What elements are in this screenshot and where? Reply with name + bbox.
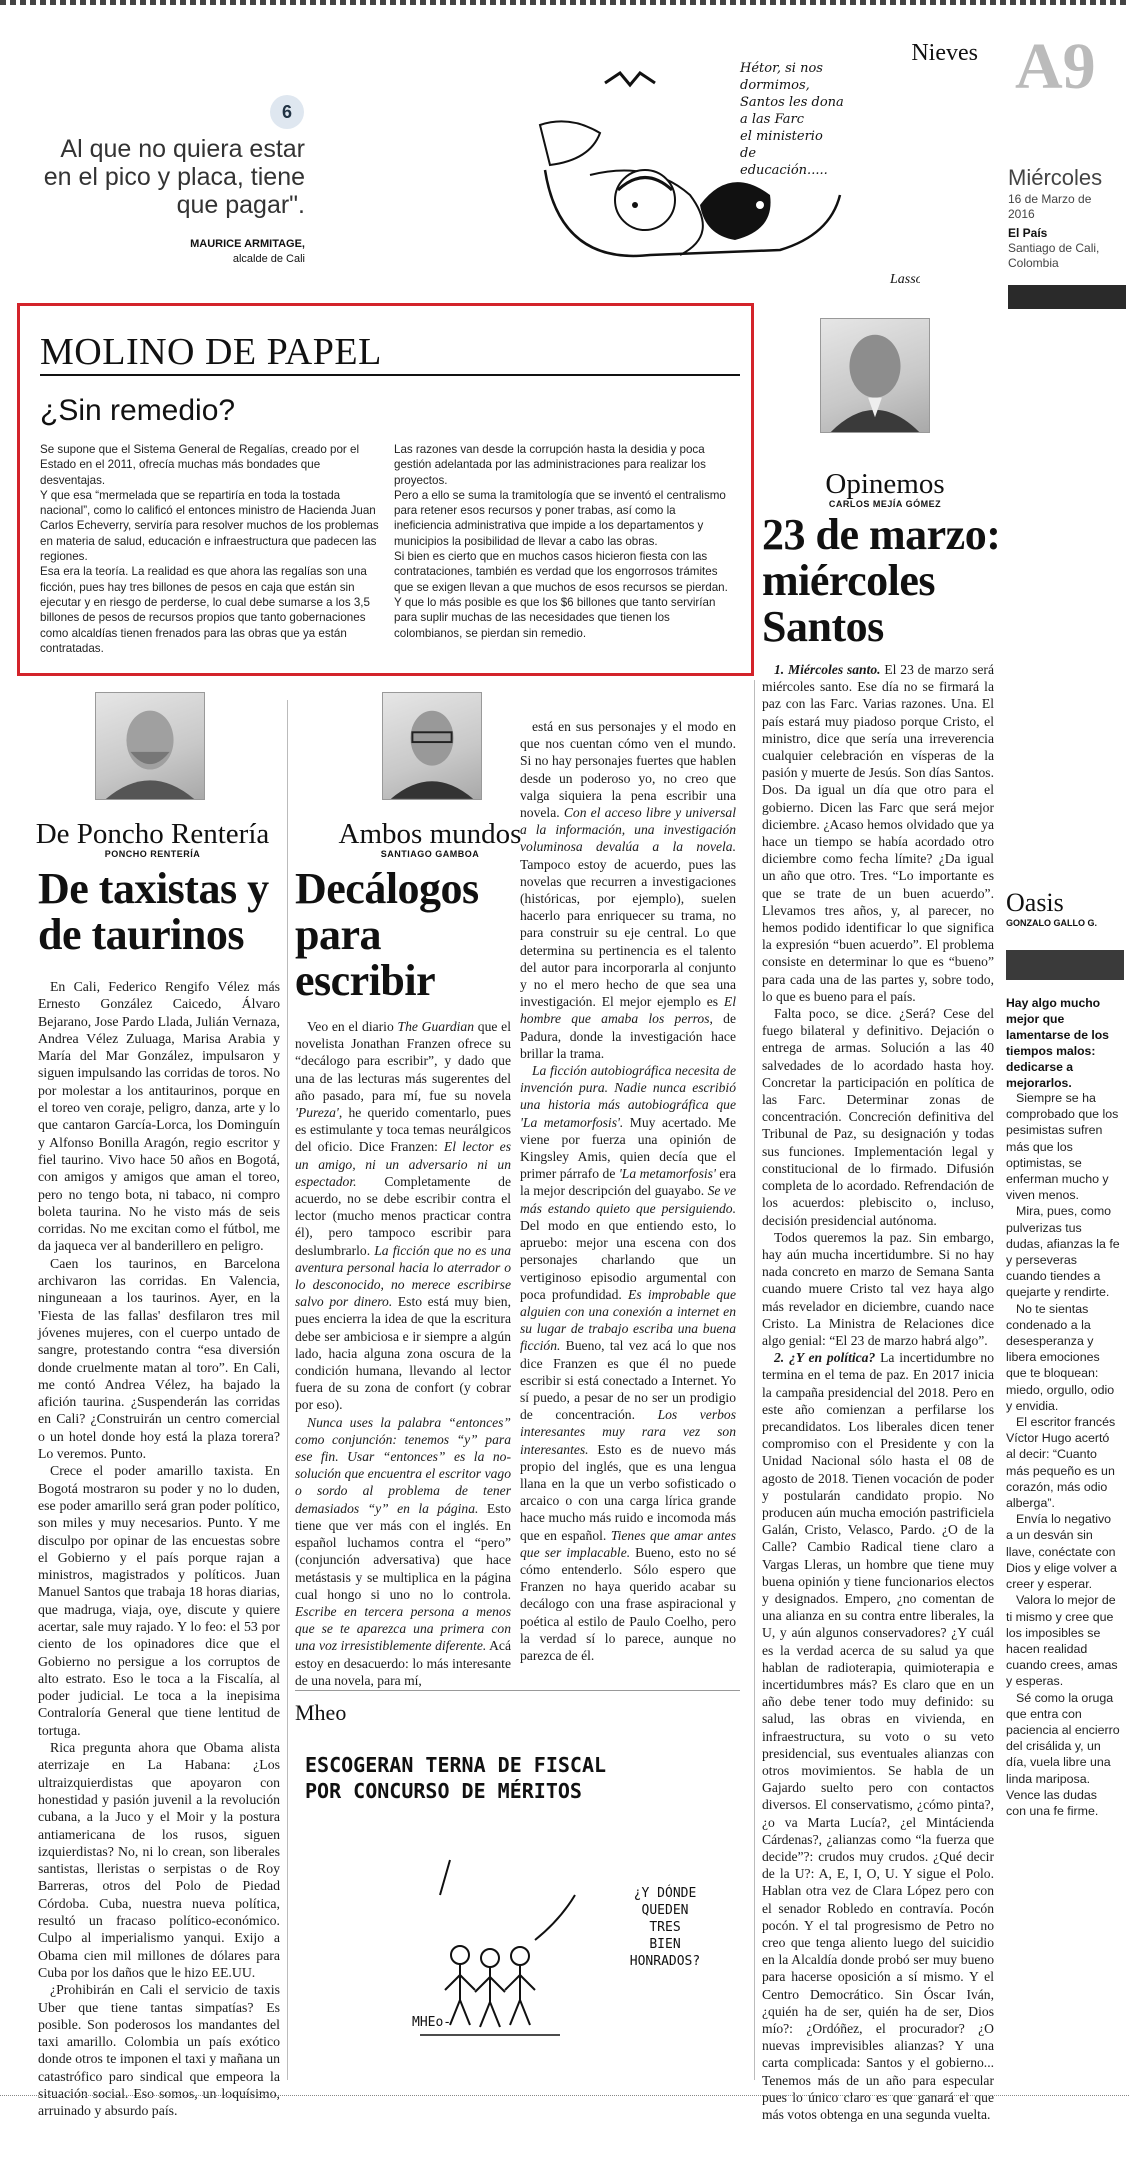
molino-paragraph: Las razones van desde la corrupción hasta la desidia y poca gestión adelantada por las administraciones para realizar los proyectos.: [394, 443, 706, 487]
masthead-bar: [1008, 285, 1126, 309]
caption-line: educación.....: [740, 163, 828, 178]
mheo-top-rule: [295, 1690, 740, 1691]
speech-line: TRES: [649, 1920, 681, 1935]
quote-number: 6: [281, 101, 292, 122]
author-photo-santiago-gamboa: [382, 692, 482, 800]
caption-line: Santos les dona: [740, 95, 844, 110]
opinemos-headline: 23 de marzo: miércoles Santos: [762, 510, 1001, 651]
molino-paragraph: Si bien es cierto que en muchos casos hicieron fiesta con las contrataciones, también es verdad que los engorrosos trámites que se exigen llevan a que muchos de esos recursos se pierdan.: [394, 550, 728, 594]
mheo-headline-line: POR CONCURSO DE MÉRITOS: [305, 1779, 582, 1803]
author-photo-poncho: [95, 692, 205, 800]
poncho-headline: De taxistas y de taurinos: [38, 864, 269, 959]
author-photo-carlos-mejia: [820, 318, 930, 433]
column-divider: [287, 700, 288, 2080]
ambos-column-a: [295, 1018, 511, 1689]
ambos-column-name: Ambos mundos: [338, 818, 522, 850]
oasis-lead: Hay algo mucho mejor que lamentarse de los tiempos malos: dedicarse a mejorarlos.: [1006, 996, 1109, 1090]
oasis-paragraph: El escritor francés Víctor Hugo acertó al decir: “Cuanto más pequeño es un corazón, más odio alberga”.: [1006, 1415, 1116, 1511]
oasis-bar: [1006, 950, 1124, 980]
ambos-paragraph: está en sus personajes y el modo en que nos cuentan cómo ven el mundo. Si no hay personajes fuertes que hablen desde un poderoso yo, no creo que valga siquiera la pena escribir una novela. Con el acceso libre y universal a la información, una investigación voluminosa devalúa a la novela. Tampoco estoy de acuerdo, pues las novelas que recurren a investigaciones (históricas, por ejemplo), suelen hacerlo para enriquecer su trama, no para construir su eje central. Lo que determina su pertinencia es el talento del autor para incorporarla al conjunto y no el mero hecho de que sea una investigación. El mejor ejemplo es El hombre que amaba los perros, de Padura, donde la investigación hace brillar la trama.: [520, 719, 736, 1061]
oasis-paragraph: Mira, pues, como pulverizas tus dudas, afianzas la fe y perseveras cuando tiendes a quejarte y rendirte.: [1006, 1204, 1120, 1300]
quote-text: Al que no quiera estar en el pico y placa, tiene que pagar".: [43, 135, 305, 219]
molino-column-1: [40, 442, 380, 656]
mheo-signature: MHEo-: [412, 2015, 452, 2030]
caption-line: a las Farc: [740, 112, 804, 127]
mheo-cartoon-headline: [305, 1752, 735, 1804]
opinemos-column-name: Opinemos: [825, 468, 945, 500]
date-full: 16 de Marzo de 2016: [1008, 192, 1092, 221]
poncho-paragraph: En Cali, Federico Rengifo Vélez más Ernesto González Caicedo, Álvaro Bejarano, Jose Pardo Llada, Julián Vernaza, Andrea Vélez Zuluaga, Marisa Arabia y María del Mar González, impulsaron y siguen impulsando las corridas de toros. No por molestar a los antitaurinos, porque en el toreo ven coraje, peligro, danza, arte y lo que cantaron García-Lorca, los Dominguín y Alfonso Bonilla Aragón, regio escritor y fiel taurino. Vivo hace 50 años en Bogotá, con amigos y amigos que aman el toreo, pero no tengo bota, ni tabaco, ni compro boleta taurina. No he visto más de seis corridas. No me excitan como el fútbol, me da jaqueca ver al banderillero en peligro.: [38, 979, 280, 1254]
speech-line: ¿Y DÓNDE: [633, 1886, 697, 1901]
column-divider: [754, 680, 755, 2080]
opinemos-paragraph: 1. Miércoles santo. El 23 de marzo será miércoles santo. Ese día no se firmará la paz con las Farc. Varias razones. Una. El país estará muy piadoso porque Cristo, el ministro, dice que sería una irreverencia cualquier celebración en vísperas de la pasión y muerte de Jesús. Son días Santos. Dos. Da igual un día que otro para el gobierno. Dicen las Farc que será mejor diciembre. ¿Acaso hemos olvidado que ya hace un tiempo se había acordado otro diciembre como fecha límite? ¿Da igual un año que otro. Tres. “Lo importante es que se trate de un buen acuerdo”. Llevamos tres años, y, al parecer, no hemos podido identificar lo que significa la expresión “buen acuerdo”. El problema consiste en determinar lo que es “bueno” para cada una de las partes y, sobre todo, lo que es bueno para el país.: [762, 662, 994, 1004]
poncho-paragraph: Crece el poder amarillo taxista. En Bogotá mostraron su poder y no lo duden, ese poder amarillo será gran poder político, son miles y muy necesarios. Punto. Y me disculpo por opinar de las encuestas sobre el Gobierno y el país porque rajan a ministros, magistrados y políticos. Juan Manuel Santos que trabaja 18 horas diarias, que madruga, viaja, oye, discute y quiere acertar, sale muy rajado. Y lo feo: el 53 por ciento de los opinadores dice que el Gobierno no persigue a los corruptos de alto estrato. Eso le toca a la Fiscalía, al poder judicial. Le toca a la inepisima Contraloría General que tiene lentitud de tortuga.: [38, 1463, 280, 1738]
oasis-author: GONZALO GALLO G.: [1006, 918, 1097, 928]
ambos-paragraph: Nunca uses la palabra “entonces” como conjunción: tenemos “y” para ese fin. Usar “entonces” es la no-solución que encuentra el escritor vago o sordo al problema de tener demasiados “y” en la página. Esto tiene que ver más con el inglés. En español luchamos contra el “pero” (conjunción adversativa) que hace metástasis y se multiplica en la página cual hongo si uno no lo controla. Escribe en tercera persona a menos que se te aparezca una primera con una voz irresistiblemente diferente. Acá estoy en desacuerdo: lo más interesante de una novela, para mí,: [295, 1414, 511, 1688]
molino-paragraph: Pero a ello se suma la tramitología que se inventó el centralismo para retener esos recursos y poner trabas, así como la ineficiencia administrativa que impide a los departamentos y municipios la posibilidad de llevar a cabo las obras.: [394, 488, 726, 548]
oasis-paragraph: Valora lo mejor de ti mismo y cree que los imposibles se hacen realidad cuando crees, amas y esperas.: [1006, 1593, 1118, 1689]
mheo-headline-line: ESCOGERAN TERNA DE FISCAL: [305, 1753, 607, 1777]
ambos-author: SANTIAGO GAMBOA: [380, 849, 480, 859]
speech-line: HONRADOS?: [629, 1954, 701, 1969]
speech-line: BIEN: [649, 1937, 681, 1952]
opinemos-paragraph: Falta poco, se dice. ¿Será? Cese del fuego bilateral y definitivo. Dejación o entrega de armas. Solución a las 40 salvedades de lo acordado hasta hoy. Concretar la participación en política de las Farc. Determinar zonas de concentración. Concreción definitiva del Tribunal de Paz, su designación y todas sus funciones. Implementación legal y constitucional de lo firmado. Difusión completa de lo acordado. Refrendación de los acuerdos: plebiscito o, incluso, decisión presidencial autónoma.: [762, 1006, 994, 1228]
poncho-body: [38, 978, 280, 2120]
mheo-section-title: Mheo: [295, 1700, 347, 1725]
molino-paragraph: Se supone que el Sistema General de Regalías, creado por el Estado en el 2011, ofrecía muchas más bondades que desventajas.: [40, 443, 360, 487]
caption-line: Hétor, si nos: [740, 61, 823, 76]
top-cartoon-caption: [740, 60, 900, 179]
poncho-paragraph: Caen los taurinos, en Barcelona archivaron las corridas. En Valencia, ninguneaan a los taurinos. Ayer, en la 'Fiesta de las fallas' desfilaron tres mil jóvenes mujeres, con el cuerpo untado de sangre, protestando contra “esa diversión donde cruelmente matan al toro”. En Cali, me contó Andrea Vélez, ha bajado la afición taurina. ¿Suspenderán las corridas en Cali? ¿Construirán un centro comercial o un hotel donde hoy está la plaza torera? Lo veremos. Punto.: [38, 1255, 280, 1462]
oasis-body: [1006, 1090, 1120, 1819]
molino-section-title: MOLINO DE PAPEL: [40, 331, 382, 373]
mheo-cartoon-drawing: [400, 1840, 610, 2040]
molino-paragraph: Y que lo más posible es que los $6 billones que tanto servirían para suplir muchas de las necesidades que tienen los colombianos, se pierdan sin remedio.: [394, 595, 716, 640]
mheo-speech-bubble: [600, 1885, 730, 1970]
molino-column-2: [394, 442, 734, 641]
oasis-paragraph: No te sientas condenado a la desesperanza y libera emociones que te bloquean: miedo, orgullo, odio y envidia.: [1006, 1301, 1115, 1413]
opinemos-paragraph: Todos queremos la paz. Sin embargo, hay aún mucha incertidumbre. Si no hay nada concreto en marzo de Semana Santa cuando muere Cristo tal vez haya algo más revelador en diciembre, cuando nace Cristo. La Ministra de Relaciones dice algo genial: “El 23 de marzo habrá algo”.: [762, 1229, 994, 1348]
molino-paragraph: Esa era la teoría. La realidad es que ahora las regalías son una ficción, pues hay tres billones de pesos en caja que están sin ejecutar y en riesgo de perderse, lo cual debe sumarse a los 3,5 billones de pesos de recursos propios que tanto gobernaciones como alcaldías tienen frenados para las obras que ya están contratadas.: [40, 565, 370, 655]
opinemos-paragraph: 2. ¿Y en política? La incertidumbre no termina en el tema de paz. En 2017 inicia la campaña presidencial del 2018. Pero en este año comienzan a perfilarse los precandidatos. Los liberales dicen tener compromiso con el Presidente y con la Unidad Nacional sólo hasta el 08 de agosto de 2018. Tienen vocación de poder y postularán candidato propio. No producen aún mucha emoción pastrificiela Galán, Cristo, Velasco, Pardo. ¿O de la Calle? Cambio Radical tiene claro a Vargas Lleras, un hombre que tiene muy buena opinión y tiene funcionarios electos y designados. Empero, ¿no comentan de una alianza en su contra entre liberales, la U, y aún algunos conservadores? ¿Y cuál es la verdad acerca de su salud ya que hablan de radioterapia, quimioterapia e incertidumbres más? Es claro que en un año debe tener todo muy definido: su salud, las obras en vivienda, en infraestructura, su voto o su veto presidencial, sus eventuales alianzas con otros movimientos. Se habla de un Gajardo suelto pero con contactos diversos. El conservatismo, ¿cómo pinta?, ¿o va Marta Lucía?, ¿el Mintácienda Cárdenas?, ¿alianzas como “la fuerza que decide”?: crudos muy crudos. ¿Qué decir de la U?: A, E, I, O, U. Y sigue el Polo. Hablan otra vez de Clara López pero con el senador Robledo en contravía. Pocón pocón. Y el tal progresismo de Petro no creo que tenga aliento luego del suicidio en la Alcaldía donde probó ser muy bueno para hacerse oposición a sí mismo. Y el Centro Democrático. Sin Óscar Iván, ¿quién ha de ser, quién ha de ser, Dios mío?: ¿Ordóñez, el procurador? ¿O nuevas imprevisibles alianzas? Y una carta complicada: Santos y el gobierno... Tenemos más de un año para especular pues lo único claro es que ganará el que más votos obtenga en una segunda vuelta.: [762, 1350, 994, 2123]
poncho-author: PONCHO RENTERÍA: [104, 849, 201, 859]
poncho-column-name: De Poncho Rentería: [35, 818, 270, 850]
molino-paragraph: Y que esa “mermelada que se repartiría en toda la tostada nacional”, como lo calificó el entonces ministro de Hacienda Juan Carlos Echeverry, serviría para resolver muchos de los problemas en materia de salud, educación e infraestructura que padecen las regiones.: [40, 488, 379, 564]
quote-number-badge: [270, 95, 304, 129]
molino-rule: [40, 374, 740, 376]
section-name: Nieves: [911, 40, 978, 66]
quote-role: alcalde de Cali: [232, 253, 305, 265]
caption-line: el ministerio: [740, 129, 823, 144]
poncho-paragraph: Rica pregunta ahora que Obama alista aterrizaje en La Habana: ¿Los ultraizquierdistas que apoyaron con honestidad y pasión juvenil a la revolución cubana, a la Juco y el Moir y la postura antiamericana de los rusos, siguen izquierdistas? No, ni lo crean, son liberales santistas, lleristas o serpistas o de Roy Barreras, otros del Polo de Piedad Córdoba. Cuba, nuestra nueva política, resultó un fracaso político-económico. Culpo al imperialismo yanqui. Exijo a Obama cien mil millones de dólares para Cuba por los daños que le hizo EE.UU.: [38, 1740, 280, 1980]
opinemos-author: CARLOS MEJÍA GÓMEZ: [828, 499, 942, 509]
poncho-paragraph: ¿Prohibirán en Cali el servicio de taxis Uber que tiene tantas simpatías? Es posible. Son poderosos los mandantes del taxi amarillo. Colombia un país exótico donde otros te imponen el taxi y mañana un catastrófico paro sindical que empeora la situación social. Eso somos, un loquísimo, arruinado y absurdo país.: [38, 1982, 280, 2119]
ambos-paragraph: Veo en el diario The Guardian que el novelista Jonathan Franzen ofrece su “decálogo para escribir”, y dado que una de las lecturas más sugerentes del año pasado, para mí, fue su novela 'Pureza', he querido comentarlo, pues es estimulante y toca temas neurálgicos del oficio. Dice Franzen: El lector es un amigo, ni un adversario ni un espectador. Completamente de acuerdo, no se debe escribir contra el lector (mucho menos practicar contra él), pero tampoco escribir para deslumbrarlo. La ficción que no es una aventura personal hacia lo aterrador o lo desconocido, no merece escribirse salvo por dinero. Esto está muy bien, pues encierra la idea de que la escritura debe ser ambiciosa e ir siempre a algún lado, hacia alguna zona oscura de la condición humana, llevando al lector fuera de su zona de confort (y cobrar por eso).: [295, 1019, 511, 1413]
oasis-column-name: Oasis: [1006, 888, 1064, 917]
ambos-headline: Decálogos para escribir: [295, 864, 479, 1005]
oasis-paragraph: Envía lo negativo a un desván sin llave, conéctate con Dios y elige volver a creer y esperar.: [1006, 1512, 1117, 1592]
top-border-dots: [0, 0, 1129, 5]
date-day: Miércoles: [1008, 165, 1103, 190]
opinemos-body: [762, 661, 994, 2123]
quote-author: MAURICE ARMITAGE,: [190, 238, 305, 250]
ambos-paragraph: La ficción autobiográfica necesita de invención pura. Nadie nunca escribió una historia más autobiográfica que 'La metamorfosis'. Muy acertado. Me viene por fuerza una opinión de Kingsley Amis, quien decía que el primer párrafo de 'La metamorfosis' era la mejor descripción del guayabo. Se ve más estando quieto que persiguiendo. Del modo en que entiendo esto, lo apruebo: mejor una escena con dos personajes charlando que un vertiginoso episodio argumental con poca profundidad. Es improbable que alguien con una conexión a internet en su lugar de trabajo escriba una buena ficción. Bueno, tal vez acá lo que nos dice Franzen es que él no puede escribir si está conectado a Internet. Yo sí puedo, a pesar de no ser un prodigio de concentración. Los verbos interesantes muy rara vez son interesantes. Esto es de nuevo más propio del inglés, que es una lengua llana en la que un verbo sofisticado o arcaico o con una carga lírica grande hace mucho más ruido e incomoda más que en español. Tienes que amar antes que ser implacable. Bueno, esto no sé cómo entenderlo. Sólo espero que Franzen no haya querido acabar su decálogo con una frase aspiracional y poética al estilo de Paulo Coelho, pero la verdad sí lo parece, aunque no parezca de él.: [520, 1063, 736, 1663]
cartoon-signature: Lasso: [890, 272, 920, 287]
oasis-paragraph: Siempre se ha comprobado que los pesimistas sufren más que los optimistas, se enferman mucho y viven menos.: [1006, 1091, 1119, 1203]
ambos-column-b: [520, 718, 736, 1664]
speech-line: QUEDEN: [641, 1903, 689, 1918]
caption-line: dormimos,: [740, 78, 810, 93]
page-number: A9: [1015, 30, 1096, 103]
paper-location: Santiago de Cali, Colombia: [1008, 241, 1100, 270]
oasis-paragraph: Sé como la oruga que entra con paciencia al encierro del crisálida y, un día, vuela libre una linda mariposa. Vence las dudas con una fe firme.: [1006, 1690, 1120, 1818]
molino-headline: ¿Sin remedio?: [40, 394, 236, 427]
paper-name: El País: [1008, 226, 1048, 240]
bottom-border-dots: [0, 2095, 1129, 2096]
caption-line: de: [740, 146, 757, 161]
